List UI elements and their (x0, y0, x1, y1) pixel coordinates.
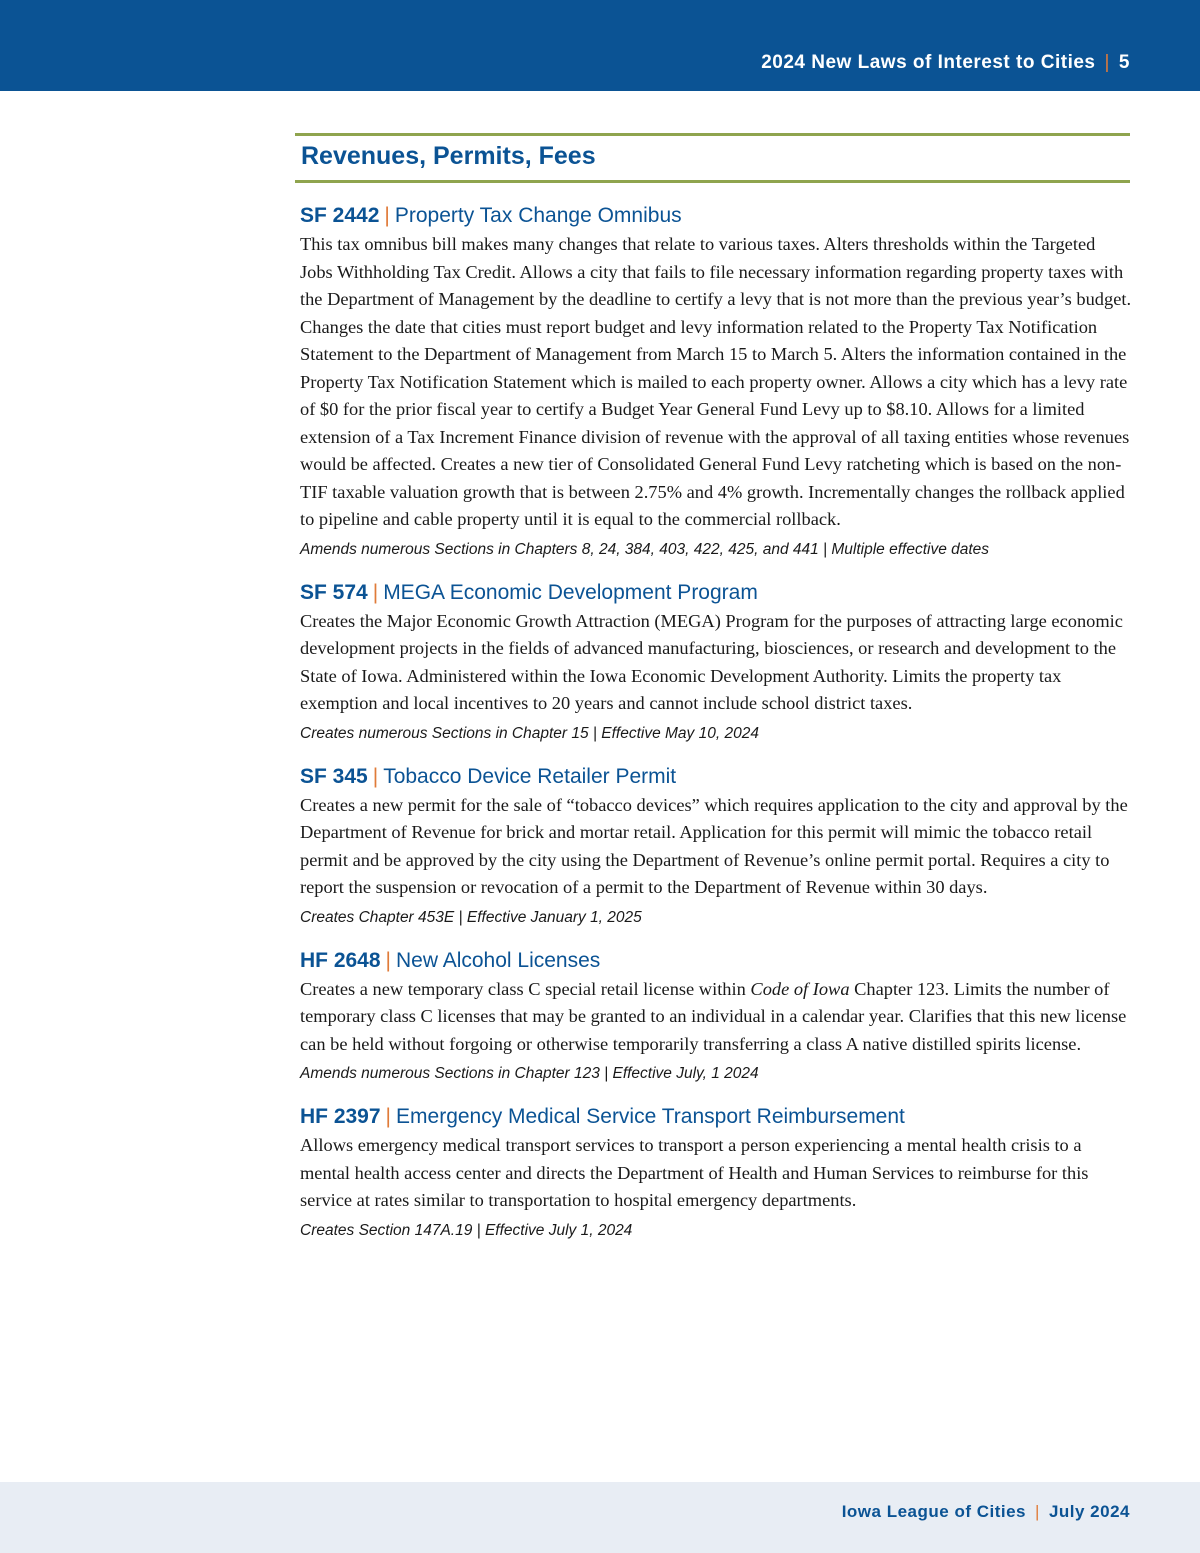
law-citation: Amends numerous Sections in Chapters 8, 24, 384, 403, 422, 425, and 441 | Multiple effective dates (300, 540, 990, 558)
heading-separator: | (384, 204, 390, 227)
law-entry (300, 578, 1132, 744)
bill-number: HF 2648 (300, 948, 381, 972)
law-heading (300, 762, 1132, 792)
footer-line (842, 1502, 1130, 1522)
law-heading (300, 201, 1132, 231)
law-entry (300, 1102, 1132, 1241)
law-heading (300, 946, 1132, 976)
law-citation: Creates Chapter 453E | Effective January 1, 2025 (300, 908, 642, 926)
page-header (0, 0, 1200, 91)
section-title: Revenues, Permits, Fees (301, 142, 596, 170)
law-description (300, 976, 1132, 1059)
heading-separator: | (372, 764, 379, 788)
header-separator: | (1104, 52, 1110, 73)
page-footer (0, 1482, 1200, 1553)
bill-number: HF 2397 (300, 1105, 381, 1128)
law-citation: Creates Section 147A.19 | Effective July 1, 2024 (300, 1221, 633, 1239)
law-description: Creates a new permit for the sale of “tobacco devices” which requires application to the city and approval by the Department of Revenue for brick and mortar retail. Application for this permit will mimic the tobacco retail permit and be approved by the city using the Department of Revenue’s online permit portal. Requires a city to report the suspension or revocation of a permit to the Department of Revenue within 30 days. (300, 794, 1128, 897)
bill-number: SF 345 (300, 764, 368, 788)
law-description: This tax omnibus bill makes many changes that relate to various taxes. Alters thresholds within the Targeted Jobs Withholding Tax Credit. Allows a city that fails to file necessary information regarding property taxes with the Department of Management by the deadline to certify a levy that is not more than the previous year’s budget. Changes the date that cities must report budget and levy information related to the Property Tax Notification Statement to the Department of Management from March 15 to March 5. Alters the information contained in the Property Tax Notification Statement which is mailed to each property owner. Allows a city which has a levy rate of $0 for the prior fiscal year to certify a Budget Year General Fund Levy up to $8.10. Allows for a limited extension of a Tax Increment Finance division of revenue with the approval of all taxing entities whose revenues would be affected. Creates a new tier of Consolidated General Fund Levy ratcheting which is based on the non-TIF taxable valuation growth that is between 2.75% and 4% growth. Incrementally changes the rollback applied to pipeline and cable property until it is equal to the commercial rollback. (300, 234, 1132, 529)
footer-date: July 2024 (1048, 1502, 1130, 1521)
law-heading (300, 578, 1132, 608)
header-title-line (761, 52, 1130, 74)
bill-number: SF 2442 (300, 204, 380, 227)
heading-separator: | (385, 1105, 392, 1128)
law-title: New Alcohol Licenses (396, 948, 601, 972)
law-citation: Amends numerous Sections in Chapter 123 | Effective July, 1 2024 (300, 1065, 759, 1082)
law-title: Property Tax Change Omnibus (394, 204, 682, 227)
laws-list (300, 201, 1132, 1259)
page-number: 5 (1118, 52, 1130, 73)
footer-separator: | (1035, 1502, 1040, 1521)
bill-number: SF 574 (300, 580, 368, 604)
heading-separator: | (372, 580, 379, 604)
law-citation: Creates numerous Sections in Chapter 15 | Effective May 10, 2024 (300, 724, 759, 742)
law-entry (300, 762, 1132, 928)
law-heading (300, 1102, 1132, 1132)
law-entry (300, 201, 1132, 560)
section-header (295, 133, 1130, 183)
law-description-start: Creates a new temporary class C special retail license within (300, 978, 751, 999)
law-description: Creates the Major Economic Growth Attraction (MEGA) Program for the purposes of attracting large economic development projects in the fields of advanced manufacturing, biosciences, or research and development to the State of Iowa. Administered within the Iowa Economic Development Authority. Limits the property tax exemption and local incentives to 20 years and cannot include school district taxes. (300, 610, 1123, 713)
law-description-end: Chapter 123. Limits the number of temporary class C licenses that may be granted to an individual in a calendar year. Clarifies that this new license can be held without forgoing or otherwise temporarily transferring a class A native distilled spirits license. (300, 978, 1127, 1054)
law-title: MEGA Economic Development Program (383, 580, 758, 604)
heading-separator: | (385, 948, 392, 972)
law-entry (300, 946, 1132, 1085)
doc-title: 2024 New Laws of Interest to Cities (761, 52, 1096, 73)
law-title: Tobacco Device Retailer Permit (383, 764, 677, 788)
law-description: Allows emergency medical transport services to transport a person experiencing a mental health crisis to a mental health access center and directs the Department of Health and Human Services to reimburse for this service at rates similar to transportation to hospital emergency departments. (300, 1135, 1089, 1210)
code-of-iowa-title: Code of Iowa (750, 978, 850, 999)
law-title: Emergency Medical Service Transport Reimbursement (396, 1105, 905, 1128)
footer-org: Iowa League of Cities (841, 1502, 1027, 1521)
